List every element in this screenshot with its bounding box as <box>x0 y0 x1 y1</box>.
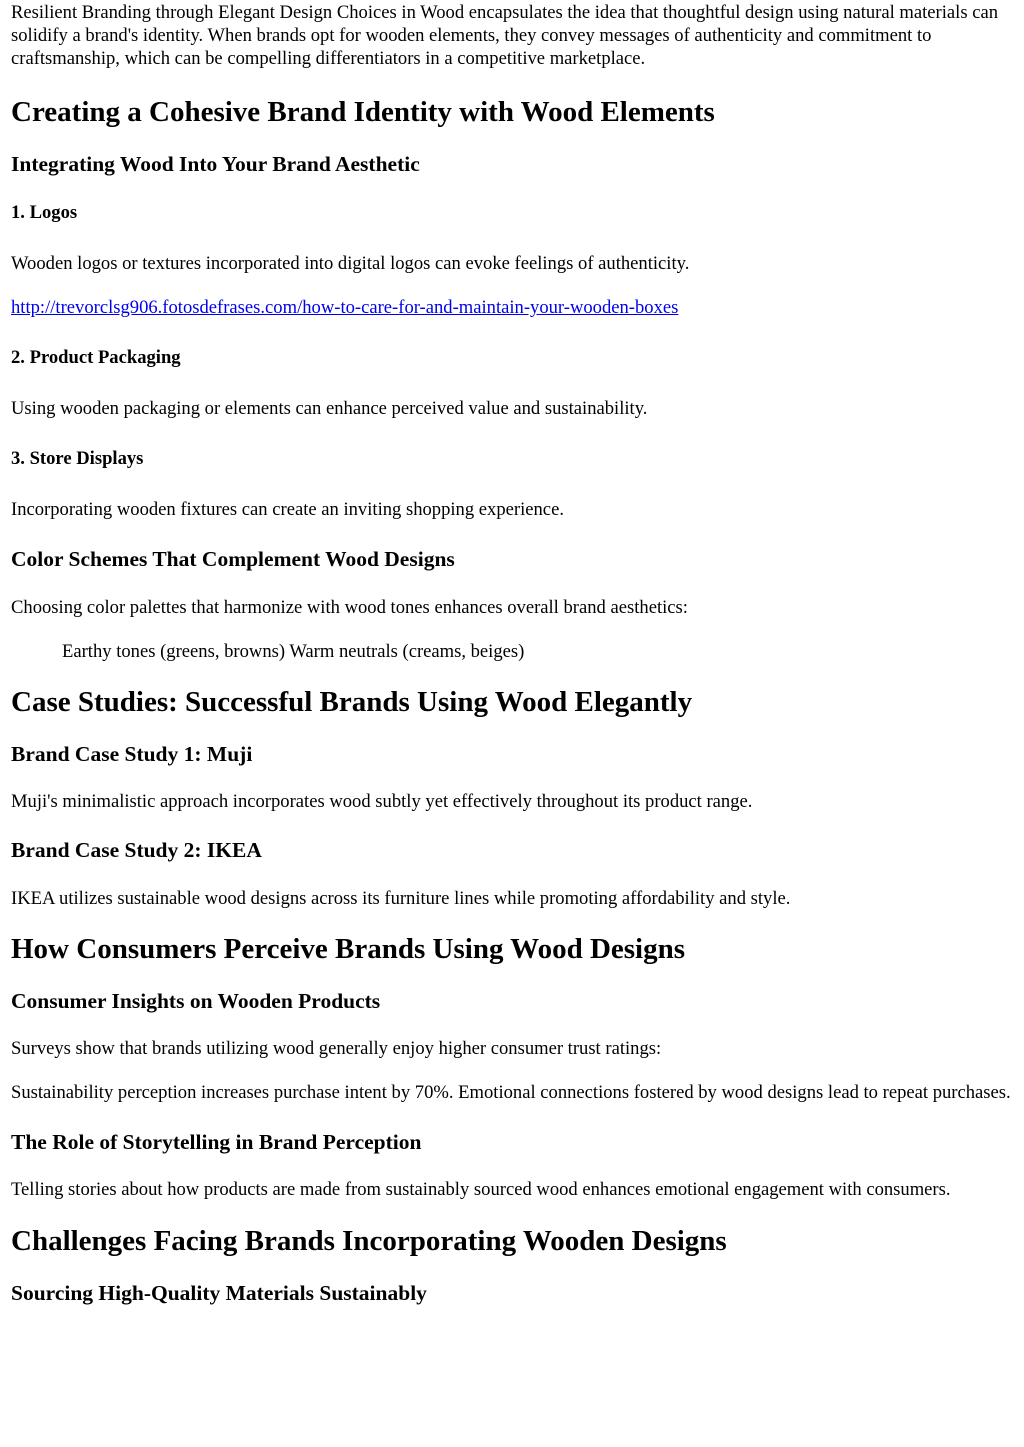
subheading-color-schemes: Color Schemes That Complement Wood Designs <box>11 547 455 571</box>
consumer-insights-text-1: Surveys show that brands utilizing wood generally enjoy higher consumer trust ratings: <box>11 1038 662 1059</box>
intro-paragraph: Resilient Branding through Elegant Design Choices in Wood encapsulates the idea that thoughtful design using natural materials can solidify a brand's identity. When brands opt for wooden elements, they convey messages of authenticity and commitment to craftsmanship, which can be compelling differentiators in a competitive marketplace. <box>11 2 999 69</box>
item-product-packaging-title: 2. Product Packaging <box>11 347 181 368</box>
article-link-paragraph <box>11 296 1014 319</box>
document-page <box>0 1 1024 1306</box>
subheading-case-study-ikea: Brand Case Study 2: IKEA <box>11 838 262 862</box>
subheading-integrating-wood: Integrating Wood Into Your Brand Aesthetic <box>11 152 420 176</box>
consumer-insights-text-2: Sustainability perception increases purchase intent by 70%. Emotional connections fostered by wood designs lead to repeat purchases. <box>11 1082 1011 1103</box>
item-store-displays-text: Incorporating wooden fixtures can create an inviting shopping experience. <box>11 499 564 520</box>
case-study-muji-text: Muji's minimalistic approach incorporates wood subtly yet effectively throughout its product range. <box>11 791 753 812</box>
case-study-ikea-text: IKEA utilizes sustainable wood designs across its furniture lines while promoting affordability and style. <box>11 888 791 909</box>
heading-challenges: Challenges Facing Brands Incorporating Wooden Designs <box>11 1225 727 1257</box>
subheading-sourcing-materials: Sourcing High-Quality Materials Sustainably <box>11 1281 427 1305</box>
item-logos-title: 1. Logos <box>11 202 78 223</box>
heading-case-studies: Case Studies: Successful Brands Using Wood Elegantly <box>11 686 693 718</box>
subheading-storytelling: The Role of Storytelling in Brand Perception <box>11 1130 422 1154</box>
item-store-displays-title: 3. Store Displays <box>11 448 144 469</box>
item-product-packaging-text: Using wooden packaging or elements can enhance perceived value and sustainability. <box>11 398 648 419</box>
color-schemes-text: Choosing color palettes that harmonize with wood tones enhances overall brand aesthetics: <box>11 597 688 618</box>
color-schemes-list: Earthy tones (greens, browns) Warm neutrals (creams, beiges) <box>62 641 525 662</box>
wooden-boxes-care-link[interactable]: http://trevorclsg906.fotosdefrases.com/how-to-care-for-and-maintain-your-wooden-boxes <box>11 297 679 318</box>
heading-cohesive-brand-identity: Creating a Cohesive Brand Identity with Wood Elements <box>11 96 715 128</box>
subheading-consumer-insights: Consumer Insights on Wooden Products <box>11 989 381 1013</box>
subheading-case-study-muji: Brand Case Study 1: Muji <box>11 742 253 766</box>
storytelling-text: Telling stories about how products are made from sustainably sourced wood enhances emotional engagement with consumers. <box>11 1179 951 1200</box>
heading-consumer-perception: How Consumers Perceive Brands Using Wood Designs <box>11 933 686 965</box>
item-logos-text: Wooden logos or textures incorporated into digital logos can evoke feelings of authenticity. <box>11 253 690 274</box>
